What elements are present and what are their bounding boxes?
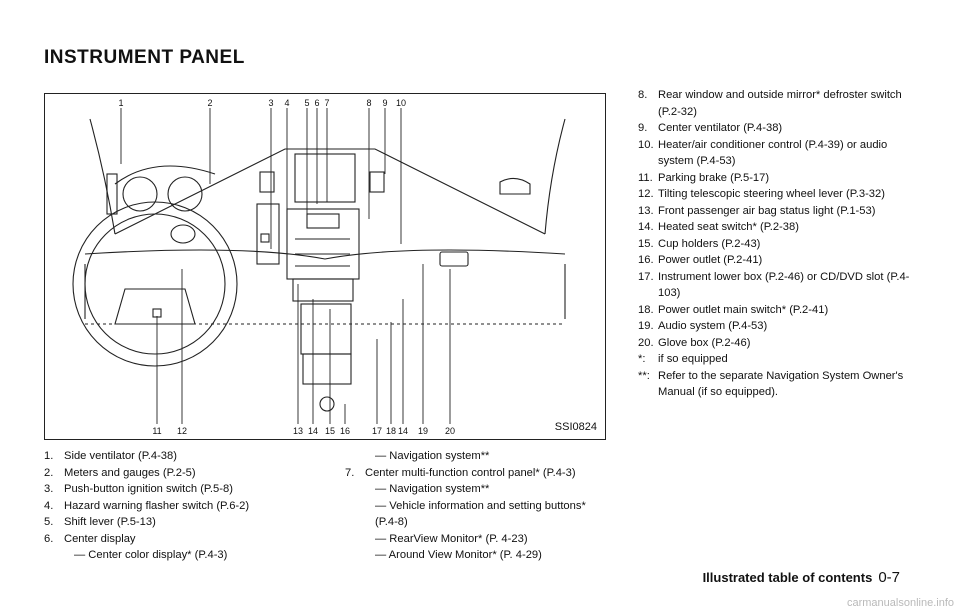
list-item: 11. Parking brake (P.5-17) bbox=[638, 171, 770, 184]
list-subitem: — Center color display* (P.4-3) bbox=[74, 549, 228, 561]
list-subitem: — RearView Monitor* (P. 4-23) bbox=[375, 532, 528, 545]
callout-top-0: 1 bbox=[118, 98, 124, 108]
callout-top-2: 3 bbox=[268, 98, 274, 108]
list-item: 10. Heater/air conditioner control (P.4-39) or audio system (P.4-53) bbox=[638, 138, 888, 167]
callout-bottom-2: 13 bbox=[292, 426, 304, 436]
callout-top-8: 9 bbox=[382, 98, 388, 108]
callout-bottom-6: 17 bbox=[371, 426, 383, 436]
list-item: 3. Push-button ignition switch (P.5-8) bbox=[44, 483, 233, 495]
list-item: 6. Center display bbox=[44, 532, 136, 545]
legend-column-1 bbox=[44, 448, 314, 564]
list-subitem: (P.4-8) bbox=[375, 516, 408, 528]
callout-bottom-8: 14 bbox=[397, 426, 409, 436]
legend-column-3 bbox=[638, 87, 923, 401]
callout-top-6: 7 bbox=[324, 98, 330, 108]
footnote: *: if so equipped bbox=[638, 353, 728, 365]
legend-column-2 bbox=[345, 448, 615, 564]
callout-top-4: 5 bbox=[304, 98, 310, 108]
list-item: 15. Cup holders (P.2-43) bbox=[638, 237, 761, 250]
callout-top-1: 2 bbox=[207, 98, 213, 108]
dashboard-illustration bbox=[45, 94, 607, 441]
list-item: 8. Rear window and outside mirror* defroster switch (P.2-32) bbox=[638, 89, 902, 118]
page-footer bbox=[703, 569, 900, 586]
callout-bottom-0: 11 bbox=[152, 426, 162, 436]
list-item: 1. Side ventilator (P.4-38) bbox=[44, 450, 177, 462]
list-item: 19. Audio system (P.4-53) bbox=[638, 320, 768, 332]
list-item: 18. Power outlet main switch* (P.2-41) bbox=[638, 303, 829, 316]
list-item: 7. Center multi-function control panel* (P.4-3) bbox=[345, 466, 576, 479]
callout-bottom-1: 12 bbox=[176, 426, 188, 436]
callout-top-5: 6 bbox=[314, 98, 320, 108]
callout-bottom-9: 19 bbox=[417, 426, 429, 436]
callout-bottom-4: 15 bbox=[324, 426, 336, 436]
list-item: 14. Heated seat switch* (P.2-38) bbox=[638, 221, 799, 233]
callout-bottom-5: 16 bbox=[339, 426, 351, 436]
callout-top-7: 8 bbox=[366, 98, 372, 108]
callout-bottom-10: 20 bbox=[444, 426, 456, 436]
figure-code: SSI0824 bbox=[554, 421, 597, 433]
list-item: 12. Tilting telescopic steering wheel lever (P.3-32) bbox=[638, 188, 885, 200]
list-item: 17. Instrument lower box (P.2-46) or CD/DVD slot (P.4-103) bbox=[638, 270, 910, 299]
list-item: 20. Glove box (P.2-46) bbox=[638, 336, 751, 349]
callout-top-9: 10 bbox=[395, 98, 407, 108]
list-subitem: — Navigation system** bbox=[375, 450, 490, 462]
list-item: 16. Power outlet (P.2-41) bbox=[638, 254, 763, 266]
list-item: 4. Hazard warning flasher switch (P.6-2) bbox=[44, 499, 250, 512]
callout-bottom-3: 14 bbox=[307, 426, 319, 436]
watermark: carmanualsonline.info bbox=[846, 597, 954, 609]
page-title: INSTRUMENT PANEL bbox=[44, 47, 245, 68]
list-item: 5. Shift lever (P.5-13) bbox=[44, 516, 156, 528]
list-subitem: — Vehicle information and setting buttons* bbox=[375, 499, 586, 512]
callout-bottom-7: 18 bbox=[385, 426, 397, 436]
list-subitem: — Navigation system** bbox=[375, 483, 490, 495]
callout-top-3: 4 bbox=[284, 98, 290, 108]
list-subitem: — Around View Monitor* (P. 4-29) bbox=[375, 549, 542, 561]
footnote: **: Refer to the separate Navigation System Owner's Manual (if so equipped). bbox=[638, 369, 904, 398]
page-number: 0-7 bbox=[878, 569, 900, 586]
section-name: Illustrated table of contents bbox=[702, 570, 873, 585]
list-item: 9. Center ventilator (P.4-38) bbox=[638, 122, 783, 134]
list-item: 13. Front passenger air bag status light (P.1-53) bbox=[638, 204, 876, 217]
instrument-panel-figure bbox=[44, 93, 606, 440]
list-item: 2. Meters and gauges (P.2-5) bbox=[44, 466, 196, 479]
